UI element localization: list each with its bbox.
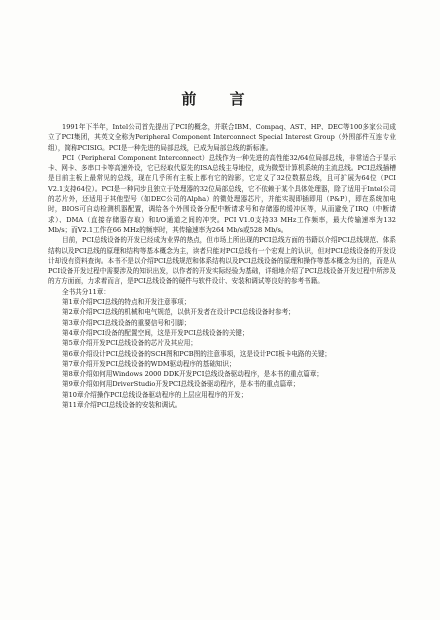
chapters-intro: 全书共分11章： xyxy=(62,287,110,296)
chapter-item: 第5章介绍开发PCI总线设备的芯片及其应用； xyxy=(62,339,197,348)
chapter-item: 第3章介绍PCI总线设备的重要信号和引脚； xyxy=(62,318,191,327)
chapter-item: 第10章介绍操作PCI总线设备驱动程序的上层应用程序的开发； xyxy=(62,390,248,399)
chapter-item: 第8章介绍如何用Windows 2000 DDK开发PCI总线设备驱动程序，是本书的重点篇章； xyxy=(62,370,324,379)
paragraph: PCI（Peripheral Component Interconnect）总线作为一种先进的高性能32/64位局部总线，非常适合于显示卡、网卡、多串口卡等高速外设，它已经取代原先的ISA总线主导地位，成为微型计算机系统的主流总线。PCI总线插槽是目前主板上最常见的总线，现在几乎所有主板上都有它的踪影，它定义了32位数据总线，且可扩展为64位（PCI V2.1支持64位）。PCI是一种同步且独立于处理器的32位局部总线，它不依赖于某个具体处理器，除了适用于Intel公司的芯片外，还适用于其他型号（如DEC公司的Alpha）的微处理器芯片，并能实现即插即用（P&P），即在系统加电时，BIOS可自动检测机器配置，调给各个外围设备分配中断请求号和存储器的缓冲区等，从而避免了IRQ（中断请求）、DMA（直接存储器存取）和I/O通道之间的冲突。PCI V1.0支持33 MHz工作频率，最大传输速率为132 Mb/s；而V2.1工作在66 MHz的频率时，其传输速率为264 Mb/s或528 Mb/s。 xyxy=(48,153,396,234)
paragraph: 目前，PCI总线设备的开发已经成为业界的热点，但市场上所出现的PCI总线方面的书籍以介绍PCI总线规范、体系结构以及PCI总线的原理和结构等基本概念为主，读者只能对PCI总线有一个宏观上的认识，但对PCI总线设备的开发设计却没有资料查询。本书不是以介绍PCI总线规范和体系结构以及PCI总线设备的原理和操作等基本概念为目的，而是从PCI设备开发过程中需要涉及的知识出发，以作者的开发实际经验为基础，详细地介绍了PCI总线设备开发过程中所涉及的方方面面，力求着而言，是PCI总线设备的硬件与软件设计、安装和调试等良好的参考书籍。 xyxy=(48,236,396,286)
chapter-item: 第4章介绍PCI设备的配置空间，这是开发PCI总线设备的关键； xyxy=(62,328,249,337)
page-title: 前 言 xyxy=(181,90,259,108)
chapter-item: 第1章介绍PCI总线的特点和开发注意事项； xyxy=(62,298,191,307)
paragraph: 1991年下半年，Intel公司首先提出了PCI的概念，并联合IBM、Compaq、AST、HP、DEC等100多家公司成立了PCI集团，其英文全称为Peripheral Component Interconnect Special Interest Group（外围部件互连专业组），简称PCISIG。PCI是一种先进的局部总线，已成为局部总线的新标准。 xyxy=(48,123,396,152)
chapter-item: 第6章介绍设计PCI总线设备的SCH图和PCB图的注意事项，这是设计PCI板卡电路的关键； xyxy=(62,349,332,358)
chapter-item: 第7章介绍开发PCI总线设备的WDM驱动程序的基础知识； xyxy=(62,359,236,368)
chapter-list xyxy=(48,297,396,410)
chapter-item: 第9章介绍如何用DriverStudio开发PCI总线设备驱动程序，是本书的重点篇章； xyxy=(62,380,300,389)
chapter-item: 第11章介绍PCI总线设备的安装和调试。 xyxy=(62,401,182,410)
chapter-item: 第2章介绍PCI总线的机械和电气规范，以供开发者在设计PCI总线设备时参考； xyxy=(62,308,295,317)
document-body xyxy=(48,122,396,410)
